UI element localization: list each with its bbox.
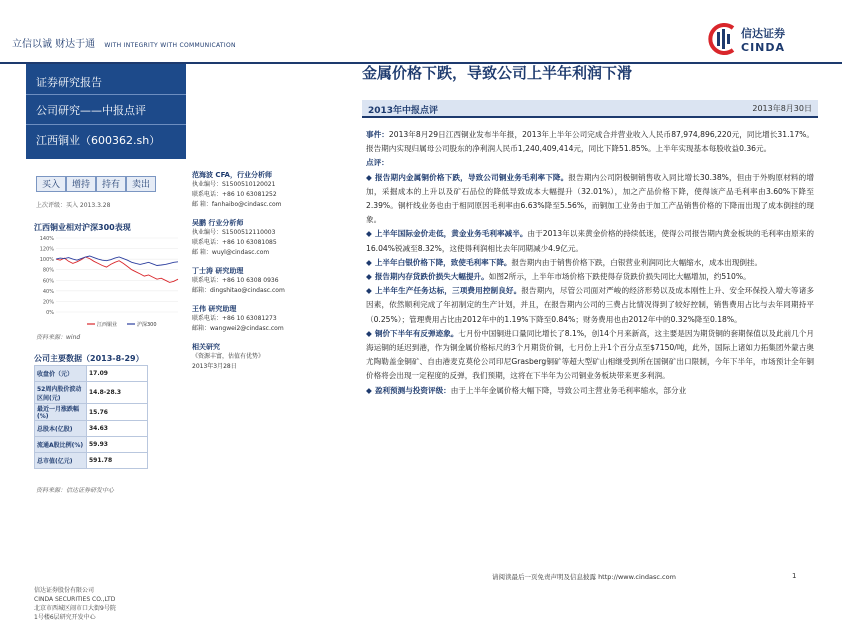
cinda-logo-icon — [707, 22, 737, 56]
stock-name: 江西铜业（600362.sh） — [36, 134, 161, 147]
rating-add: 增持 — [66, 176, 96, 192]
y-tick-label: 0% — [46, 310, 54, 316]
key-data-source: 资料来源：信达证券研发中心 — [36, 487, 115, 494]
key-data-value: 17.09 — [87, 366, 148, 382]
event-paragraph — [366, 128, 814, 156]
key-data-value: 15.76 — [87, 404, 148, 421]
analyst-name: 范海波 CFA，行业分析师 — [192, 171, 272, 179]
key-data-label: 收盘价（元） — [35, 366, 87, 382]
report-subheader — [362, 100, 818, 118]
y-tick-label: 40% — [42, 288, 54, 295]
point-text: 由于2013年以来黄金价格的持续低迷，使得公司报告期内黄金板块的毛利率由原来的16.04%锐减至8.32%，这使得利润相比去年同期减少4.9亿元。 — [366, 229, 815, 253]
company-name-en: CINDA SECURITIES CO.,LTD — [34, 596, 116, 603]
list-item — [366, 270, 814, 284]
diamond-bullet-icon: ◆ — [366, 272, 372, 282]
analyst-name: 王伟 研究助理 — [192, 305, 237, 313]
diamond-bullet-icon: ◆ — [366, 257, 372, 267]
logo-text-cn: 信达证券 — [741, 27, 785, 40]
diamond-bullet-icon: ◆ — [366, 385, 372, 395]
table-row — [35, 437, 148, 453]
report-body — [366, 128, 814, 398]
analyst-line: 联系电话：+86 10 63081273 — [192, 315, 277, 322]
analyst-line[interactable]: 邮 箱：wuyl@cindasc.com — [192, 249, 270, 256]
analyst-line[interactable]: 邮 箱：fanhaibo@cindasc.com — [192, 201, 282, 208]
page-header — [0, 0, 842, 70]
analyst-name: 丁士涛 研究助理 — [192, 267, 244, 275]
analyst-line[interactable]: 邮箱：wangwei2@cindasc.com — [192, 325, 284, 332]
series-line-index — [56, 256, 178, 266]
list-item — [366, 284, 814, 327]
analyst — [192, 218, 352, 258]
last-rating: 上次评级：买入 2013.3.28 — [36, 202, 111, 209]
point-text: 报告期内，尽管公司面对严峻的经济形势以及成本刚性上升、安全环保投入增大等诸多因素，依然顺利完成了年初制定的生产计划，并且，在报告期内公司的三费占比情况得到了较好控制，销售费用占比与去年同期持平（0.25%）；管理费用占比由2012年中的1.19%下降至0.84%；财务费用也由2012年中的0.32%降至0.18%。 — [366, 286, 814, 324]
event-label: 事件： — [366, 130, 389, 139]
page-number: 1 — [792, 572, 797, 580]
table-row — [35, 382, 148, 404]
slogan — [12, 35, 236, 50]
related-research — [192, 342, 352, 372]
diamond-bullet-icon: ◆ — [366, 286, 372, 296]
rating-sell: 卖出 — [126, 176, 156, 192]
point-head: 铜价下半年有反弹迹象。 — [374, 328, 459, 338]
footer-disclaimer[interactable]: 请阅读最后一页免责声明及信息披露 http://www.cindasc.com — [492, 573, 676, 581]
analyst-line: 联系电话：+86 10 6308 0936 — [192, 277, 279, 284]
table-row — [35, 421, 148, 437]
y-tick-label: 100% — [39, 257, 54, 264]
rating-hold: 持有 — [96, 176, 126, 192]
company-address: 1号楼6层研究开发中心 — [34, 614, 96, 621]
report-type: 证券研究报告 — [36, 76, 102, 89]
key-data-label: 流通A股比例(%) — [35, 437, 87, 453]
diamond-bullet-icon: ◆ — [366, 328, 372, 338]
sidebar-title-block — [26, 64, 186, 159]
point-text: 报告期内公司阴极铜销售收入同比增长30.38%，但由于外购原材料的增加，采掘成本的上升以及矿石品位的降低导致成本大幅提升（32.01%），加之产品价格下降，使得该产品毛利率由3.60%下降至2.39%。铜杆线业务也由于相同原因毛利率由6.63%降至5.56%，而铜加工业务由于加工产品销售价格的下降而出现了成本倒挂的现象。 — [366, 172, 814, 225]
list-item — [366, 227, 814, 255]
divider — [26, 94, 186, 95]
point-head: 报告期内存货跌价损失大幅提升。 — [374, 272, 489, 282]
key-data-label: 总市值(亿元) — [35, 453, 87, 469]
analyst-line: 执业编号：S1500512110003 — [192, 229, 276, 236]
report-date: 2013年8月30日 — [752, 104, 812, 113]
point-text: 如图2所示，上半年市场价格下跌使得存货跌价损失同比大幅增加，约510%。 — [488, 272, 751, 282]
point-text: 由于上半年金属价格大幅下降，导致公司主营业务毛利率缩水，部分业 — [450, 385, 687, 395]
point-head: 上半年白银价格下降，致使毛利率下降。 — [374, 257, 512, 267]
analyst-line: 联系电话：+86 10 63081085 — [192, 239, 277, 246]
related-research-link[interactable]: 《资源丰富，估值有优势》 — [192, 353, 265, 360]
key-data-value: 59.93 — [87, 437, 148, 453]
rating-scale — [36, 176, 156, 192]
divider — [26, 124, 186, 125]
report-label: 2013年中报点评 — [368, 106, 439, 116]
key-data-title: 公司主要数据（2013-8-29） — [34, 354, 144, 363]
analyst-name: 吴鹏 行业分析师 — [192, 219, 244, 227]
table-row — [35, 453, 148, 469]
table-row — [35, 366, 148, 382]
list-item — [366, 384, 814, 398]
analyst — [192, 266, 352, 296]
table-row — [35, 404, 148, 421]
legend-label: 江西铜业 — [97, 322, 118, 328]
related-research-title: 相关研究 — [192, 343, 220, 351]
related-research-date: 2013年3月28日 — [192, 363, 237, 370]
chart-title: 江西铜业相对沪深300表现 — [34, 223, 131, 232]
slogan-en: WITH INTEGRITY WITH COMMUNICATION — [104, 42, 236, 49]
diamond-bullet-icon: ◆ — [366, 229, 372, 239]
key-data-label: 52周内股价波动区间(元) — [35, 382, 87, 404]
analyst — [192, 304, 352, 334]
relative-performance-chart — [32, 234, 182, 329]
report-category: 公司研究——中报点评 — [36, 104, 146, 117]
comment-label — [366, 156, 814, 170]
analyst — [192, 170, 352, 210]
list-item — [366, 171, 814, 228]
key-data-label: 总股本(亿股) — [35, 421, 87, 437]
y-tick-label: 20% — [42, 299, 54, 306]
key-data-value: 14.8-28.3 — [87, 382, 148, 404]
point-head: 报告期内金属铜价格下跌，导致公司铜业务毛利率下降。 — [374, 172, 569, 182]
point-text: 报告期内由于销售价格下跌，白银营业利润同比大幅缩水，成本出现倒挂。 — [511, 257, 763, 267]
analyst-line: 执业编号：S1500510120021 — [192, 181, 276, 188]
company-address: 北京市西城区闹市口大街9号院 — [34, 605, 116, 612]
y-tick-label: 120% — [39, 246, 54, 253]
legend-label: 沪深300 — [137, 322, 157, 328]
comment-label-text: 点评： — [366, 158, 389, 168]
logo-text-en: CINDA — [741, 41, 786, 54]
key-data-table — [34, 365, 148, 469]
diamond-bullet-icon: ◆ — [366, 172, 372, 182]
chart-source: 资料来源：wind — [36, 334, 81, 341]
list-item — [366, 327, 814, 384]
y-tick-label: 60% — [42, 278, 54, 285]
slogan-cn: 立信以诚 财达于通 — [12, 39, 96, 50]
company-info — [34, 586, 116, 622]
y-tick-label: 140% — [39, 236, 54, 242]
cinda-logo — [707, 22, 817, 58]
point-text: 七月份中国铜进口量同比增长了8.1%，创14个月来新高，这主要是因为期货铜的套期保值以及此前几个月海运铜的延迟到港，作为铜金属价格标尺的3个月期货价铜，七月份上升1个百分点至$7150/吨，此外，国际上诸如力拓集团外蒙古奥尤陶勒盖金铜矿、自由港麦克莫伦公司印尼Grasberg铜矿等超大型矿山相继受到所在国铜矿出口限制，今年下半年，市场预计全年铜价格将会出现一定程度的反弹，我们预期，这将在下半年为公司铜业务板块带来更多利润。 — [366, 328, 814, 381]
sidebar — [26, 64, 186, 621]
analyst-line[interactable]: 邮箱：dingshitao@cindasc.com — [192, 287, 285, 294]
key-data-value: 34.63 — [87, 421, 148, 437]
page-title: 金属价格下跌，导致公司上半年利润下滑 — [362, 64, 633, 82]
rating-buy: 买入 — [36, 176, 66, 192]
analyst-list — [192, 170, 352, 380]
point-head: 盈利预测与投资评级： — [374, 385, 451, 395]
company-name-cn: 信达证券股份有限公司 — [34, 587, 95, 594]
y-tick-label: 80% — [42, 267, 54, 274]
key-data-label: 最近一月涨跌幅(%) — [35, 404, 87, 421]
event-text: 2013年8月29日江西铜业发布半年报，2013年上半年公司完成合并营业收入人民币87,974,896,220元，同比增长31.17%。报告期内实现归属母公司股东的净利润人民币1,240,409,414元，同比下降51.85%。上半年实现基本每股收益0.36元。 — [366, 130, 815, 154]
analyst-line: 联系电话：+86 10 63081252 — [192, 191, 277, 198]
list-item — [366, 256, 814, 270]
point-head: 上半年国际金价走低，黄金业务毛利率减半。 — [374, 229, 528, 239]
point-head: 上半年生产任务达标，三项费用控制良好。 — [374, 286, 522, 296]
key-data-value: 591.78 — [87, 453, 148, 469]
